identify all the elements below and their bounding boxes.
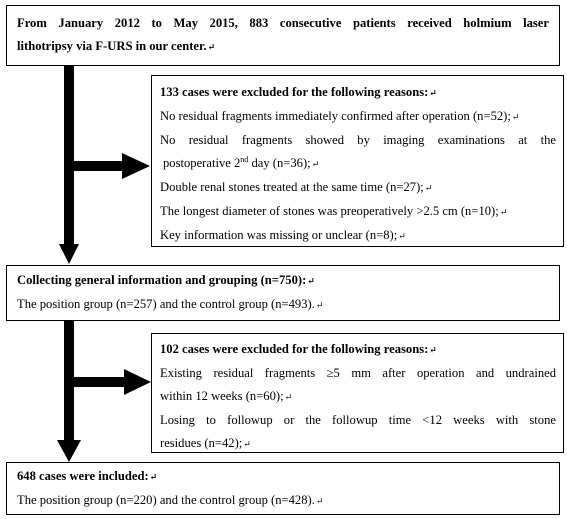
grouping-title: Collecting general information and grouping (n=750):↵ [17, 273, 315, 287]
included-title: 648 cases were included:↵ [17, 469, 158, 483]
exclusion-box-2 [151, 333, 564, 453]
exclusion-2-reason-1a: Existing residual fragments ≥5 mm after operation and undrained [160, 366, 556, 380]
included-line: The position group (n=220) and the control group (n=428).↵ [17, 493, 324, 507]
main-arrow-head-1 [59, 244, 79, 264]
exclusion-1-reason-3: Double renal stones treated at the same time (n=27);↵ [160, 180, 433, 194]
grouping-box [6, 265, 560, 321]
exclusion-box-1 [151, 75, 564, 247]
branch-arrow-shaft-1 [74, 161, 124, 171]
start-box [6, 5, 560, 66]
exclusion-2-reason-2b: residues (n=42);↵ [160, 436, 251, 450]
exclusion-2-reason-1b: within 12 weeks (n=60);↵ [160, 389, 293, 403]
exclusion-2-title: 102 cases were excluded for the following reasons:↵ [160, 342, 437, 356]
main-arrow-head-2 [57, 440, 81, 462]
start-line-2: lithotripsy via F-URS in our center.↵ [17, 39, 216, 53]
main-arrow-shaft-2 [64, 321, 74, 441]
grouping-line: The position group (n=257) and the control group (n=493).↵ [17, 297, 324, 311]
exclusion-1-reason-2b: postoperative 2nd day (n=36);↵ [163, 154, 320, 170]
start-line-1: From January 2012 to May 2015, 883 consecutive patients received holmium laser [17, 16, 549, 30]
exclusion-1-title: 133 cases were excluded for the following reasons:↵ [160, 85, 437, 99]
branch-arrow-shaft-2 [74, 377, 126, 387]
branch-arrow-head-2 [124, 369, 151, 395]
branch-arrow-head-1 [122, 153, 150, 179]
main-arrow-shaft-1 [64, 66, 74, 247]
exclusion-1-reason-5: Key information was missing or unclear (n=8);↵ [160, 228, 406, 242]
exclusion-1-reason-1: No residual fragments immediately confirmed after operation (n=52);↵ [160, 109, 520, 123]
included-box [6, 462, 560, 515]
exclusion-2-reason-2a: Losing to followup or the followup time <12 weeks with stone [160, 413, 556, 427]
exclusion-1-reason-4: The longest diameter of stones was preoperatively >2.5 cm (n=10);↵ [160, 204, 508, 218]
exclusion-1-reason-2a: No residual fragments showed by imaging examinations at the [160, 133, 556, 147]
